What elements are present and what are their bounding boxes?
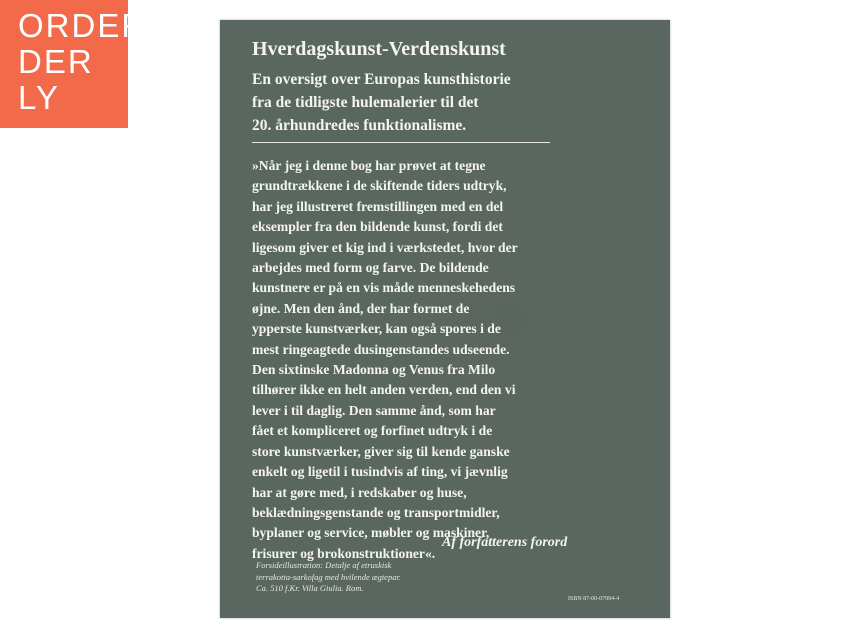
quote-line: har at gøre med, i redskaber og huse,: [252, 484, 467, 500]
logo-line-3: LY: [18, 79, 60, 116]
quote-line: frisurer og brokonstruktioner«.: [252, 545, 436, 561]
book-subtitle: [252, 68, 511, 137]
quote-block: [252, 156, 518, 564]
subtitle-line: fra de tidligste hulemalerier til det: [252, 94, 479, 111]
caption-line: Ca. 510 f.Kr. Villa Giulia. Rom.: [256, 583, 364, 593]
quote-line: grundtrækkene i de skiftende tiders udtryk,: [252, 178, 507, 194]
quote-line: lever i til daglig. Den samme ånd, som har: [252, 402, 496, 418]
quote-line: »Når jeg i denne bog har prøvet at tegne: [252, 158, 486, 173]
caption-line: terrakotta-sarkofag med hvilende ægtepar.: [256, 571, 401, 582]
book-back-cover: [220, 20, 670, 618]
logo-line-2: DER: [18, 43, 94, 80]
quote-line: ypperste kunstværker, kan også spores i de: [252, 321, 501, 337]
isbn: ISBN 87-00-07994-4: [568, 596, 620, 602]
quote-line: fået et kompliceret og forfinet udtryk i de: [252, 423, 493, 439]
divider: [252, 142, 550, 143]
quote-line: ligesom giver et kig ind i værkstedet, hvor der: [252, 239, 518, 255]
quote-line: mest ringeagtede dusingenstandes udseende.: [252, 341, 510, 357]
quote-line: eksempler fra den bildende kunst, fordi det: [252, 219, 503, 235]
quote-line: beklædningsgenstande og transportmidler,: [252, 504, 500, 520]
subtitle-line: 20. århundredes funktionalisme.: [252, 117, 467, 134]
quote-line: kunstnere er på en vis måde menneskehedens: [252, 280, 516, 296]
quote-line: øjne. Men den ånd, der har formet de: [252, 300, 470, 316]
quote-line: arbejdes med form og farve. De bildende: [252, 260, 489, 276]
orderly-logo: [0, 0, 148, 128]
quote-line: har jeg illustreret fremstillingen med en del: [252, 198, 504, 214]
attribution: Af forfatterens forord: [442, 535, 568, 550]
subtitle-line: En oversigt over Europas kunsthistorie: [252, 71, 511, 88]
quote-line: byplaner og service, møbler og maskiner,: [252, 525, 490, 541]
quote-line: tilhører ikke en helt anden verden, end den vi: [252, 382, 516, 398]
quote-line: enkelt og ligetil i tusindvis af ting, vi jævnlig: [252, 464, 508, 480]
logo-line-1: ORDER: [18, 7, 148, 44]
book-title: Hverdagskunst-Verdenskunst: [252, 38, 506, 60]
caption-line: Forsideillustration: Detalje af etruskisk: [256, 560, 392, 570]
quote-line: Den sixtinske Madonna og Venus fra Milo: [252, 362, 496, 378]
cover-illustration-caption: [256, 560, 401, 595]
quote-line: store kunstværker, giver sig til kende ganske: [252, 443, 510, 459]
